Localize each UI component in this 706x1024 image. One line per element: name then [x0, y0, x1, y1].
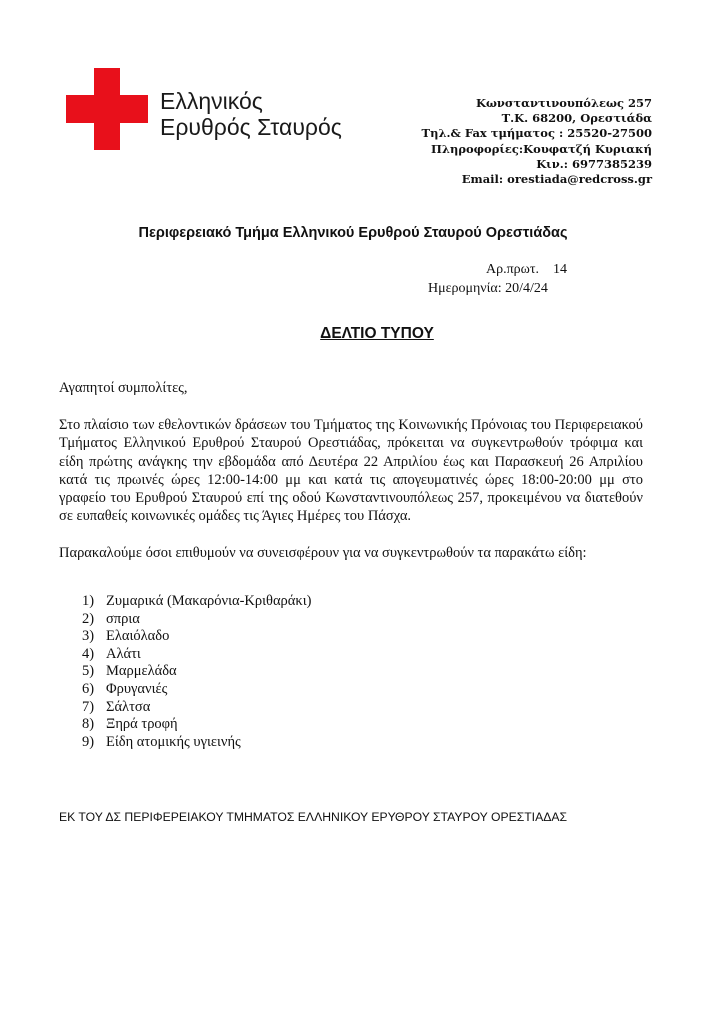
red-cross-horizontal-bar: [66, 95, 148, 123]
list-item: [82, 628, 311, 646]
list-item: [82, 593, 311, 611]
list-item-number: 7): [82, 698, 95, 715]
contact-info-person: Πληροφορίες:Κουφατζή Κυριακή: [431, 141, 652, 156]
list-item-number: 6): [82, 680, 95, 697]
organization-name: [160, 88, 342, 140]
list-item: [82, 646, 311, 664]
protocol-number: 14: [553, 262, 567, 277]
press-release-title: ΔΕΛΤΙΟ ΤΥΠΟΥ: [320, 325, 434, 342]
list-item: [82, 681, 311, 699]
list-item-text: Αλάτι: [106, 645, 141, 662]
list-item-text: Ξηρά τροφή: [106, 716, 178, 733]
list-item-text: Είδη ατομικής υγιεινής: [106, 733, 241, 750]
list-item-text: Σάλτσα: [106, 698, 151, 715]
list-item-number: 8): [82, 716, 95, 733]
list-item: [82, 699, 311, 717]
contact-mobile: Κιν.: 6977385239: [536, 156, 652, 171]
list-item-text: σπρια: [106, 610, 140, 627]
main-paragraph: Στο πλαίσιο των εθελοντικών δράσεων του Τμήματος της Κοινωνικής Πρόνοιας του Περιφερειακού Τμήματος Ελληνικού Ερυθρού Σταυρού Ορεστιάδας, πρόκειται να συγκεντρωθούν τρόφιμα και είδη πρώτης ανάγκης την εβδομάδα από Δευτέρα 22 Απριλίου έως και Παρασκευή 26 Απριλίου κατά τις πρωινές ώρες 12:00-14:00 μμ και κατά τις απογευματινές ώρες 18:00-20:00 μμ στο γραφείο του Ερυθρού Σταυρού επί της οδού Κωνσταντινουπόλεως 257, προκειμένου να διατεθούν σε ευπαθείς κοινωνικές ομάδες τις Άγιες Ημέρες του Πάσχα.: [59, 417, 643, 525]
request-paragraph: Παρακαλούμε όσοι επιθυμούν να συνεισφέρουν για να συγκεντρωθούν τα παρακάτω είδη:: [59, 545, 587, 561]
list-item-text: Φρυγανιές: [106, 680, 168, 697]
contact-phone-fax: Τηλ.& Fax τμήματος : 25520-27500: [421, 126, 652, 141]
list-item-number: 4): [82, 645, 95, 662]
red-cross-icon: [66, 68, 148, 150]
list-item-number: 3): [82, 628, 95, 645]
list-item: [82, 716, 311, 734]
contact-email[interactable]: Email: orestiada@redcross.gr: [461, 172, 652, 187]
contact-block: [422, 96, 652, 187]
department-heading: Περιφερειακό Τμήμα Ελληνικού Ερυθρού Σταυρού Ορεστιάδας: [138, 225, 568, 241]
list-item-text: Ζυμαρικά (Μακαρόνια-Κριθαράκι): [106, 593, 312, 609]
greeting: Αγαπητοί συμπολίτες,: [59, 380, 188, 396]
protocol-date-row: [428, 279, 628, 298]
list-item: [82, 611, 311, 629]
org-name-line2: Ερυθρός Σταυρός: [160, 114, 342, 140]
protocol-number-label: Αρ.πρωτ.: [486, 262, 539, 277]
contact-postal-code: Τ.Κ. 68200, Ορεστιάδα: [501, 111, 652, 126]
items-list: [82, 593, 311, 751]
protocol-date: 20/4/24: [505, 281, 548, 296]
list-item-text: Μαρμελάδα: [106, 663, 177, 680]
org-name-line1: Ελληνικός: [160, 88, 263, 114]
protocol-number-row: [428, 260, 628, 279]
contact-address: Κωνσταντινουπόλεως 257: [475, 96, 652, 110]
list-item-number: 1): [82, 593, 95, 609]
protocol-date-label: Ημερομηνία:: [428, 281, 502, 296]
list-item-number: 9): [82, 733, 95, 750]
list-item-text: Ελαιόλαδο: [106, 628, 170, 645]
list-item-number: 5): [82, 663, 95, 680]
protocol-block: [428, 260, 628, 298]
list-item: [82, 663, 311, 681]
list-item-number: 2): [82, 610, 95, 627]
signature-line: ΕΚ ΤΟΥ ΔΣ ΠΕΡΙΦΕΡΕΙΑΚΟΥ ΤΜΗΜΑΤΟΣ ΕΛΛΗΝΙΚΟΥ ΕΡΥΘΡΟΥ ΣΤΑΥΡΟΥ ΟΡΕΣΤΙΑΔΑΣ: [59, 810, 567, 824]
list-item: [82, 734, 311, 752]
